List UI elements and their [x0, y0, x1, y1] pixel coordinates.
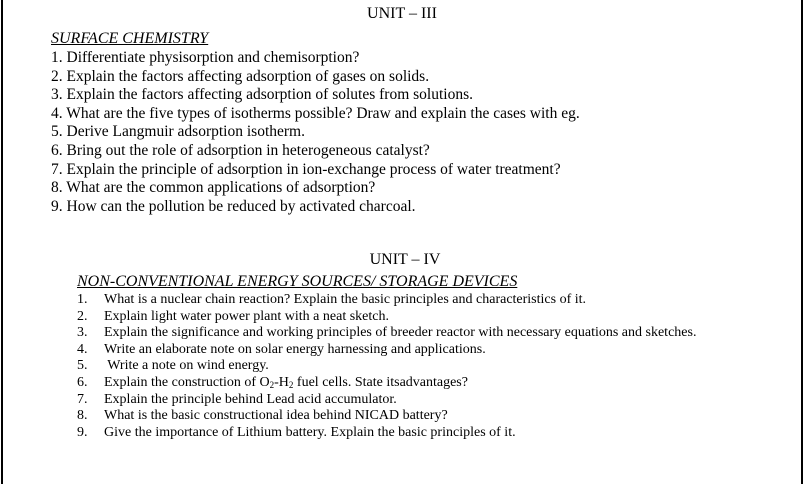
- unit-4-question: [77, 292, 764, 309]
- unit-4-question-list: [77, 292, 764, 441]
- unit-3-question-list: [51, 49, 580, 216]
- question-text: Explain light water power plant with a neat sketch.: [104, 308, 389, 324]
- page-border-right: [801, 0, 803, 484]
- unit-4-question: [77, 392, 764, 409]
- unit-4-heading: UNIT – IV: [369, 251, 441, 268]
- surface-chemistry-title: SURFACE CHEMISTRY: [51, 30, 209, 47]
- unit-4-question: [77, 375, 764, 392]
- question-text-end: fuel cells. State itsadvantages?: [293, 374, 468, 390]
- energy-sources-title: NON-CONVENTIONAL ENERGY SOURCES/ STORAGE DEVICES: [77, 273, 518, 290]
- unit-4-question: [77, 408, 764, 425]
- unit-3-question: 4. What are the five types of isotherms possible? Draw and explain the cases with eg.: [51, 104, 580, 122]
- unit-4-question: [77, 425, 764, 442]
- question-text: Write an elaborate note on solar energy harnessing and applications.: [104, 341, 486, 357]
- unit-3-question: 9. How can the pollution be reduced by activated charcoal.: [51, 197, 416, 215]
- question-text-start: Explain the construction of O: [104, 374, 270, 390]
- page-border-left: [1, 0, 3, 484]
- unit-3-question: 6. Bring out the role of adsorption in heterogeneous catalyst?: [51, 141, 430, 159]
- question-text: What is the basic constructional idea behind NICAD battery?: [104, 408, 448, 424]
- question-number: 4.: [77, 341, 88, 357]
- question-text: Explain the significance and working principles of breeder reactor with necessary equations and sketches.: [104, 325, 697, 341]
- unit-4-question: [77, 358, 764, 375]
- question-number: 9.: [77, 424, 88, 440]
- unit-3-question: 1. Differentiate physisorption and chemisorption?: [51, 49, 360, 66]
- unit-3-question: 8. What are the common applications of adsorption?: [51, 179, 376, 197]
- subscript: 2: [288, 379, 294, 390]
- unit-3-heading: UNIT – III: [367, 5, 437, 22]
- question-number: 1.: [77, 292, 88, 307]
- question-number: 7.: [77, 391, 88, 407]
- unit-4-question: [77, 325, 764, 342]
- question-text: Give the importance of Lithium battery. Explain the basic principles of it.: [104, 424, 516, 440]
- question-number: 3.: [77, 325, 88, 341]
- unit-4-question: [77, 309, 764, 326]
- unit-3-question: 2. Explain the factors affecting adsorption of gases on solids.: [51, 67, 430, 85]
- question-number: 5.: [77, 358, 88, 374]
- question-number: 2.: [77, 308, 88, 324]
- unit-3-question: 7. Explain the principle of adsorption in ion-exchange process of water treatment?: [51, 160, 561, 178]
- question-text: What is a nuclear chain reaction? Explain the basic principles and characteristics of it.: [104, 292, 587, 307]
- question-number: 6.: [77, 374, 88, 390]
- question-text: Explain the principle behind Lead acid accumulator.: [104, 391, 397, 407]
- question-number: 8.: [77, 408, 88, 424]
- unit-3-question: 5. Derive Langmuir adsorption isotherm.: [51, 123, 305, 141]
- question-text-middle: -H: [274, 374, 289, 390]
- unit-3-question: 3. Explain the factors affecting adsorption of solutes from solutions.: [51, 86, 474, 104]
- unit-4-question: [77, 342, 764, 359]
- question-text: Write a note on wind energy.: [104, 358, 269, 374]
- subscript: 2: [269, 379, 275, 390]
